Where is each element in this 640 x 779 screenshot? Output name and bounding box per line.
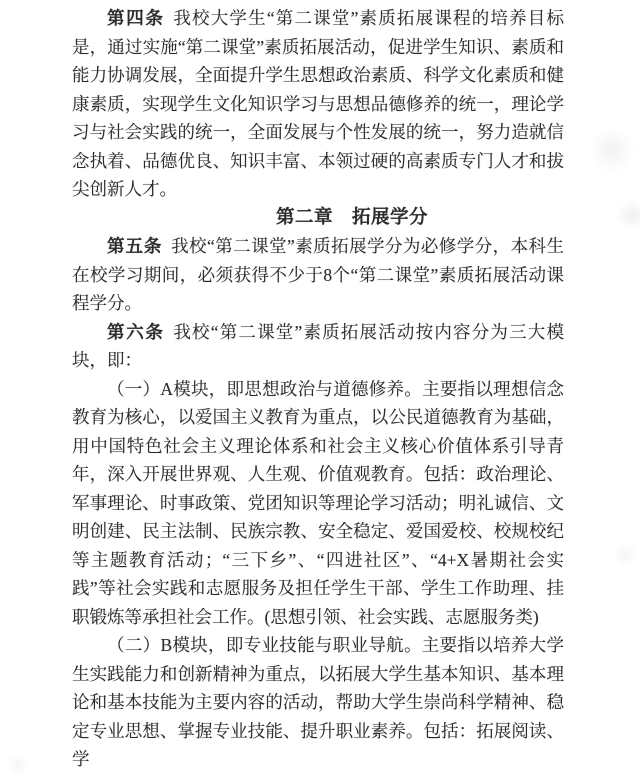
chapter-2-heading: 第二章 拓展学分	[275, 207, 428, 228]
module-a-paragraph	[72, 375, 564, 632]
article-6-label: 第六条	[107, 321, 165, 342]
module-b-text: （二）B模块，即专业技能与职业导航。主要指以培养大学生实践能力和创新精神为重点，以拓展大学生基本知识、基本理论和基本技能为主要内容的活动，帮助大学生崇尚科学精神、稳定专业思想、掌握专业技能、提升职业素养。包括：拓展阅读、学	[72, 635, 564, 769]
module-a-text: （一）A模块，即思想政治与道德修养。主要指以理想信念教育为核心，以爱国主义教育为重点，以公民道德教育为基础，用中国特色社会主义理论体系和社会主义核心价值体系引导青年，深入开展世界观、人生观、价值观教育。包括：政治理论、军事理论、时事政策、党团知识等理论学习活动；明礼诚信、文明创建、民主法制、民族宗教、安全稳定、爱国爱校、校规校纪等主题教育活动；“三下乡”、“四进社区”、“4+X暑期社会实践”等社会实践和志愿服务及担任学生干部、学生工作助理、挂职锻炼等承担社会工作。(思想引领、社会实践、志愿服务类)	[72, 378, 564, 627]
article-6-text: 我校“第二课堂”素质拓展活动按内容分为三大模块，即：	[72, 321, 564, 370]
article-5-text: 我校“第二课堂”素质拓展学分为必修学分，本科生在校学习期间，必须获得不少于8个“第二课堂”素质拓展活动课程学分。	[72, 236, 565, 313]
article-4-paragraph	[72, 4, 564, 204]
article-4-label: 第四条	[107, 8, 165, 28]
article-6-paragraph	[72, 318, 564, 375]
article-4-text: 我校大学生“第二课堂”素质拓展课程的培养目标是，通过实施“第二课堂”素质拓展活动，促进学生知识、素质和能力协调发展，全面提升学生思想政治素质、科学文化素质和健康素质，实现学生文化知识学习与思想品德修养的统一，理论学习与社会实践的统一，全面发展与个性发展的统一，努力造就信念执着、品德优良、知识丰富、本领过硬的高素质专门人才和拔尖创新人才。	[72, 8, 564, 199]
article-5-label: 第五条	[107, 236, 163, 256]
article-5-paragraph	[72, 232, 564, 318]
module-b-paragraph	[72, 631, 564, 774]
